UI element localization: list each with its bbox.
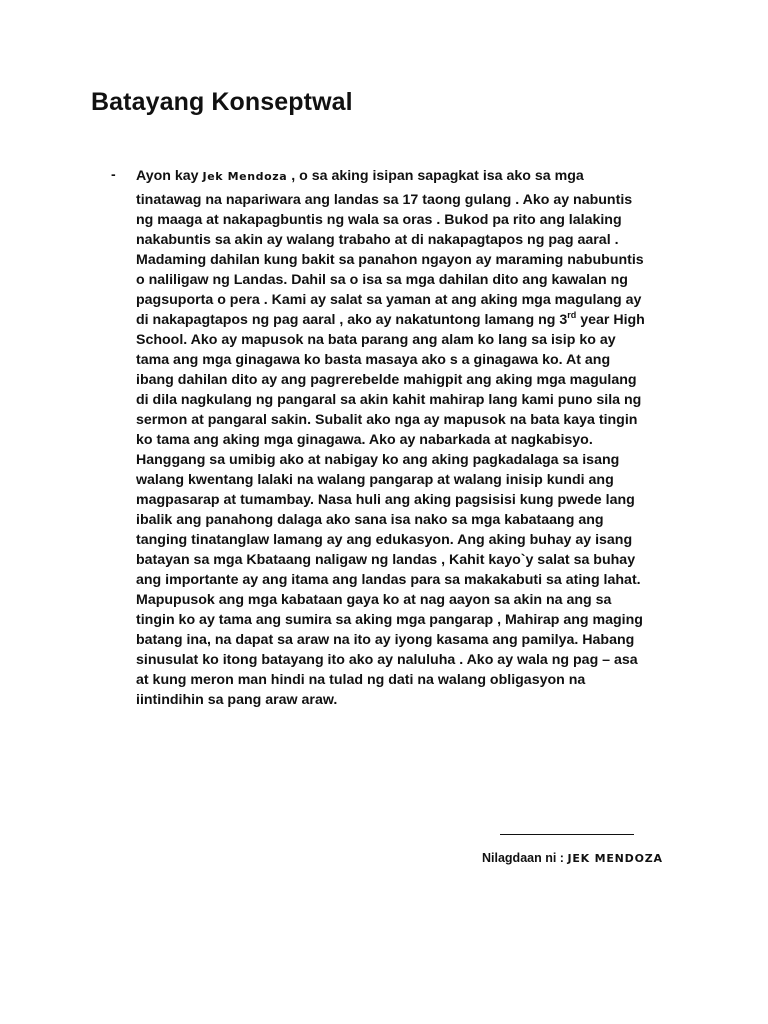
paragraph-line: at kung meron man hindi na tulad ng dati na walang obligasyon na <box>136 672 586 688</box>
body-paragraph <box>136 166 696 710</box>
paragraph-line: o naliligaw ng Landas. Dahil sa o isa sa mga dahilan dito ang kawalan ng <box>136 272 628 288</box>
bullet-dash: - <box>111 166 116 182</box>
paragraph-line: magpasarap at tumambay. Nasa huli ang aking pagsisisi kung pwede lang <box>136 492 635 508</box>
paragraph-line: School. Ako ay mapusok na bata parang ang alam ko lang sa isip ko ay <box>136 332 616 348</box>
paragraph-line: Madaming dahilan kung bakit sa panahon ngayon ay maraming nabubuntis <box>136 252 644 268</box>
paragraph-line: sermon at pangaral sakin. Subalit ako nga ay mapusok na bata kaya tingin <box>136 412 638 428</box>
signature-name: JEK MENDOZA <box>567 852 663 865</box>
superscript: rd <box>567 310 577 320</box>
paragraph-line: nakabuntis sa akin ay walang trabaho at di nakapagtapos ng pag aaral . <box>136 232 619 248</box>
signature-label: Nilagdaan ni : <box>482 851 568 865</box>
paragraph-line: ko tama ang aking mga ginagawa. Ako ay nabarkada at nagkabisyo. <box>136 432 593 448</box>
paragraph-line: di dila nagkulang ng pangaral sa akin kahit mahirap lang kami puno sila ng <box>136 392 642 408</box>
paragraph-line <box>136 310 696 330</box>
paragraph-line: sinusulat ko itong batayang ito ako ay naluluha . Ako ay wala ng pag – asa <box>136 652 638 668</box>
author-name: Jek Mendoza <box>202 170 288 183</box>
signature-block <box>482 851 663 865</box>
paragraph-line: tama ang mga ginagawa ko basta masaya ako s a ginagawa ko. At ang <box>136 352 611 368</box>
paragraph-line: ang importante ay ang itama ang landas para sa makakabuti sa ating lahat. <box>136 572 641 588</box>
paragraph-line: ng maaga at nakapagbuntis ng wala sa oras . Bukod pa rito ang lalaking <box>136 212 622 228</box>
paragraph-line: batang ina, na dapat sa araw na ito ay iyong kasama ang pamilya. Habang <box>136 632 635 648</box>
paragraph-line: pagsuporta o pera . Kami ay salat sa yaman at ang aking mga magulang ay <box>136 292 642 308</box>
paragraph-line: tanging tinatanglaw lamang ay ang edukasyon. Ang aking buhay ay isang <box>136 532 633 548</box>
paragraph-line: iintindihin sa pang araw araw. <box>136 692 338 708</box>
line-text: year High <box>576 312 645 328</box>
paragraph-line: tingin ko ay tama ang sumira sa aking mga pangarap , Mahirap ang maging <box>136 612 643 628</box>
paragraph-line: Mapupusok ang mga kabataan gaya ko at nag aayon sa akin na ang sa <box>136 592 612 608</box>
line-text: di nakapagtapos ng pag aaral , ako ay nakatuntong lamang ng 3 <box>136 312 568 328</box>
paragraph-line: Hanggang sa umibig ako at nabigay ko ang aking pagkadalaga sa isang <box>136 452 620 468</box>
paragraph-line: walang kwentang lalaki na walang pangarap at walang inisip kundi ang <box>136 472 614 488</box>
signature-line <box>500 834 634 835</box>
line-text: , o sa aking isipan sapagkat isa ako sa mga <box>287 168 584 184</box>
line-text: Ayon kay <box>136 168 203 184</box>
page-title: Batayang Konseptwal <box>91 88 353 116</box>
paragraph-line <box>136 166 696 186</box>
paragraph-line: ibalik ang panahong dalaga ako sana isa nako sa mga kabataang ang <box>136 512 604 528</box>
paragraph-line: ibang dahilan dito ay ang pagrerebelde mahigpit ang aking mga magulang <box>136 372 637 388</box>
paragraph-line: batayan sa mga Kbataang naligaw ng landas , Kahit kayo`y salat sa buhay <box>136 552 636 568</box>
paragraph-line: tinatawag na napariwara ang landas sa 17 taong gulang . Ako ay nabuntis <box>136 192 633 208</box>
